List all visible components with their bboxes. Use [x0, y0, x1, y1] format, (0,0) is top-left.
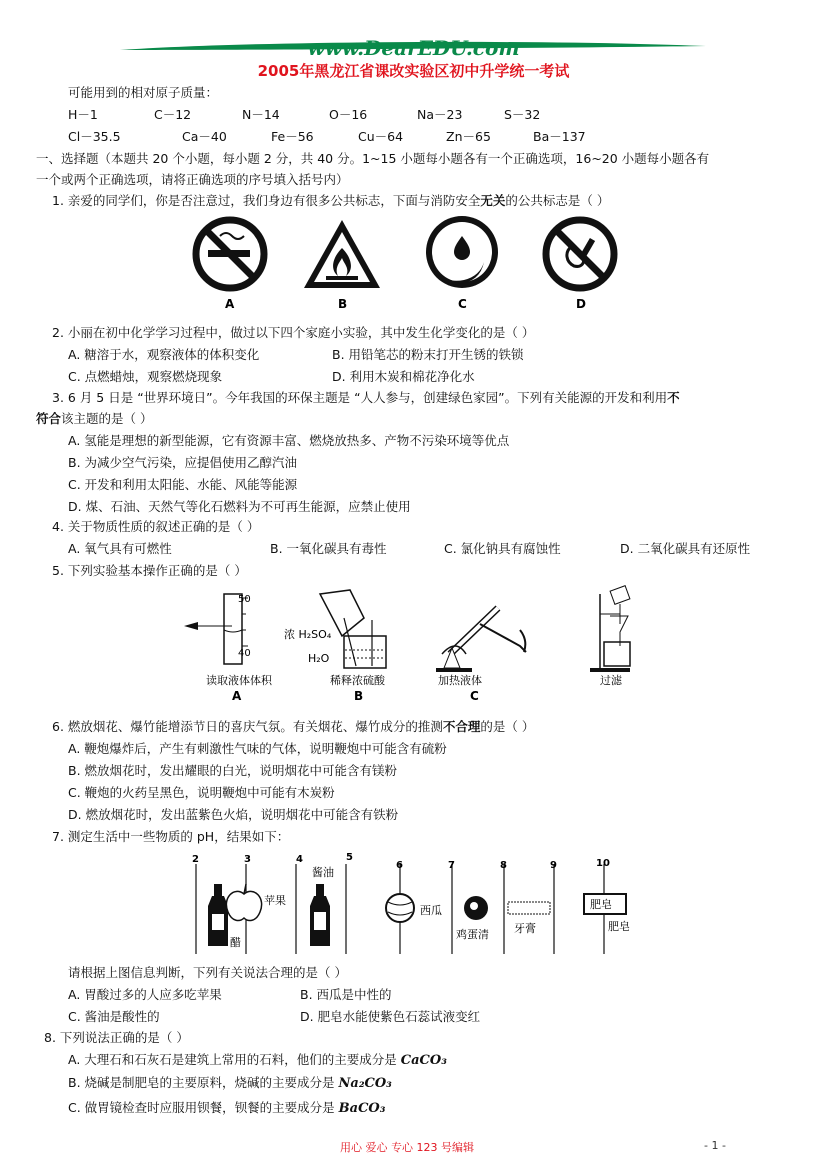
apple-icon	[226, 884, 261, 920]
q7-option-b: B. 西瓜是中性的	[300, 987, 392, 1002]
atomic-mass: Fe－56	[271, 129, 314, 144]
q4-option-c: C. 氯化钠具有腐蚀性	[444, 541, 561, 556]
water-saving-sign-icon	[426, 216, 498, 288]
q8-option-a-text: A. 大理石和石灰石是建筑上常用的石料，他们的主要成分是	[68, 1052, 397, 1067]
caption-c: 加热液体	[438, 674, 482, 687]
q7-ph-scale-figure	[186, 850, 656, 958]
q7-stem: 7. 测定生活中一些物质的 pH，结果如下：	[52, 829, 290, 844]
q1-stem-text: 1. 亲爱的同学们，你是否注意过，我们身边有很多公共标志，下面与消防安全	[52, 193, 481, 208]
watermelon-icon	[386, 894, 414, 922]
q4-stem: 4. 关于物质性质的叙述正确的是（ ）	[52, 519, 260, 534]
egg-white-label: 鸡蛋清	[456, 928, 489, 941]
q1-label-d: D	[576, 297, 586, 311]
q3-option-c: C. 开发和利用太阳能、水能、风能等能源	[68, 477, 298, 492]
q3-stem-text: 3. 6 月 5 日是 “世界环境日”。今年我国的环保主题是 “人人参与，创建绿色家园”。下列有关能源的开发和利用	[52, 390, 668, 405]
q2-option-c: C. 点燃蜡烛，观察燃烧现象	[68, 369, 223, 384]
q3-stem-bold-2: 符合	[36, 411, 62, 426]
q5-label-a: A	[232, 689, 242, 703]
q3-option-d: D. 煤、石油、天然气等化石燃料为不可再生能源，应禁止使用	[68, 499, 411, 514]
acid-label: 浓 H₂SO₄	[284, 628, 332, 641]
atomic-mass: Na－23	[417, 107, 463, 122]
ph-tick: 3	[244, 854, 251, 865]
filtration-apparatus-icon	[590, 586, 630, 672]
page-title: 2005年黑龙江省课改实验区初中升学统一考试	[257, 62, 570, 80]
site-watermark: www.DearEDU.com	[307, 36, 520, 60]
q7-question: 请根据上图信息判断，下列有关说法合理的是（ ）	[68, 965, 347, 980]
q1-label-a: A	[225, 297, 235, 311]
atomic-mass: N－14	[242, 107, 280, 122]
q8-option-c-text: C. 做胃镜检查时应服用钡餐，钡餐的主要成分是	[68, 1100, 335, 1115]
atomic-mass: H－1	[68, 107, 98, 122]
ph-tick: 6	[396, 860, 403, 871]
q6-stem-tail: 的是（ ）	[480, 719, 535, 734]
q6-option-c: C. 鞭炮的火药呈黑色，说明鞭炮中可能有木炭粉	[68, 785, 335, 800]
section-instructions-line1: 一、选择题（本题共 20 个小题，每小题 2 分，共 40 分。1~15 小题每小题各有一个正确选项，16~20 小题每小题各有	[36, 151, 710, 166]
q8-stem: 8. 下列说法正确的是（ ）	[44, 1030, 189, 1045]
q3-option-a: A. 氢能是理想的新型能源，它有资源丰富、燃烧放热多、产物不污染环境等优点	[68, 433, 510, 448]
q3-option-b: B. 为减少空气污染，应提倡使用乙醇汽油	[68, 455, 298, 470]
ph-tick: 7	[448, 860, 455, 871]
caption-a: 读取液体体积	[206, 674, 272, 687]
vinegar-label: 醋	[230, 936, 241, 949]
q8-option-a	[68, 1051, 447, 1069]
q7-option-d: D. 肥皂水能使紫色石蕊试液变红	[300, 1009, 481, 1024]
atomic-mass: S－32	[504, 107, 541, 122]
flammable-warning-icon	[304, 220, 380, 288]
section-instructions-line2: 一个或两个正确选项，请将正确选项的序号填入括号内）	[36, 172, 349, 187]
ph-tick: 9	[550, 860, 557, 871]
q1-stem-bold: 无关	[480, 193, 506, 208]
heating-test-tube-icon	[436, 608, 526, 672]
soy-sauce-label: 酱油	[312, 866, 334, 879]
q5-label-c: C	[470, 689, 479, 703]
toothpaste-label: 牙膏	[514, 922, 536, 935]
q6-option-a: A. 鞭炮爆炸后，产生有刺激性气味的气体，说明鞭炮中可能含有硫粉	[68, 741, 447, 756]
ph-tick: 5	[346, 852, 353, 863]
watermelon-label: 西瓜	[420, 904, 442, 917]
soap-box-text: 肥皂	[590, 898, 612, 911]
ph-tick: 10	[596, 858, 610, 869]
atomic-mass: Cl－35.5	[68, 129, 121, 144]
ph-tick: 4	[296, 854, 303, 865]
water-label: H₂O	[308, 652, 330, 665]
q5-label-b: B	[354, 689, 364, 703]
q1-stem	[52, 192, 609, 209]
q1-label-c: C	[458, 297, 467, 311]
q6-stem	[52, 718, 534, 735]
page-number: - 1 -	[704, 1139, 726, 1152]
caption-b: 稀释浓硫酸	[330, 674, 385, 687]
q4-option-a: A. 氧气具有可燃性	[68, 541, 172, 556]
ph-tick: 8	[500, 860, 507, 871]
q7-option-c: C. 酱油是酸性的	[68, 1009, 160, 1024]
q4-option-d: D. 二氧化碳具有还原性	[620, 541, 751, 556]
atomic-mass: O－16	[329, 107, 368, 122]
formula-baco3: BaCO₃	[338, 1101, 386, 1116]
soap-label: 肥皂	[608, 920, 630, 933]
ph-tick: 2	[192, 854, 199, 865]
cylinder-scale-bottom: 40	[238, 648, 251, 659]
q2-stem: 2. 小丽在初中化学学习过程中，做过以下四个家庭小实验，其中发生化学变化的是（ ）	[52, 325, 535, 340]
q7-option-a: A. 胃酸过多的人应多吃苹果	[68, 987, 222, 1002]
atomic-mass: Ca－40	[182, 129, 227, 144]
soy-sauce-bottle-icon	[310, 884, 330, 946]
q1-label-b: B	[338, 297, 348, 311]
apple-label: 苹果	[264, 894, 286, 907]
q3-stem-line1	[52, 389, 680, 406]
no-smoking-sign-icon	[196, 220, 264, 288]
atomic-label: 可能用到的相对原子质量：	[68, 85, 219, 100]
q8-option-c	[68, 1099, 385, 1117]
q6-option-b: B. 燃放烟花时，发出耀眼的白光，说明烟花中可能含有镁粉	[68, 763, 398, 778]
q3-stem-bold: 不	[667, 390, 680, 405]
no-fireworks-sign-icon	[546, 220, 614, 288]
q6-stem-text: 6. 燃放烟花、爆竹能增添节日的喜庆气氛。有关烟花、爆竹成分的推测	[52, 719, 443, 734]
toothpaste-icon	[508, 902, 550, 914]
q1-stem-tail: 的公共标志是（ ）	[505, 193, 610, 208]
q8-option-b-text: B. 烧碱是制肥皂的主要原料，烧碱的主要成分是	[68, 1075, 335, 1090]
q4-option-b: B. 一氧化碳具有毒性	[270, 541, 387, 556]
vinegar-bottle-icon	[208, 884, 228, 946]
q5-stem: 5. 下列实验基本操作正确的是（ ）	[52, 563, 247, 578]
atomic-mass: Zn－65	[446, 129, 491, 144]
q5-lab-operations-figure	[180, 584, 640, 708]
formula-na2co3: Na₂CO₃	[338, 1076, 392, 1091]
q2-option-a: A. 糖溶于水，观察液体的体积变化	[68, 347, 260, 362]
q6-stem-bold: 不合理	[442, 719, 481, 734]
cylinder-scale-top: 50	[238, 594, 251, 605]
atomic-mass: Ba－137	[533, 129, 586, 144]
q6-option-d: D. 燃放烟花时，发出蓝紫色火焰，说明烟花中可能含有铁粉	[68, 807, 399, 822]
q2-option-d: D. 利用木炭和棉花净化水	[332, 369, 475, 384]
atomic-mass: Cu－64	[358, 129, 404, 144]
egg-white-icon	[464, 896, 488, 920]
caption-d: 过滤	[600, 674, 622, 687]
q1-signs-figure	[180, 212, 620, 314]
q8-option-b	[68, 1074, 392, 1092]
q3-stem-line2	[36, 410, 153, 427]
atomic-mass: C－12	[154, 107, 192, 122]
footer-editor-note: 用心 爱心 专心 123 号编辑	[340, 1141, 474, 1154]
formula-caco3: CaCO₃	[400, 1053, 447, 1068]
q3-stem-tail: 该主题的是（ ）	[61, 411, 153, 426]
q2-option-b: B. 用铅笔芯的粉末打开生锈的铁锁	[332, 347, 524, 362]
